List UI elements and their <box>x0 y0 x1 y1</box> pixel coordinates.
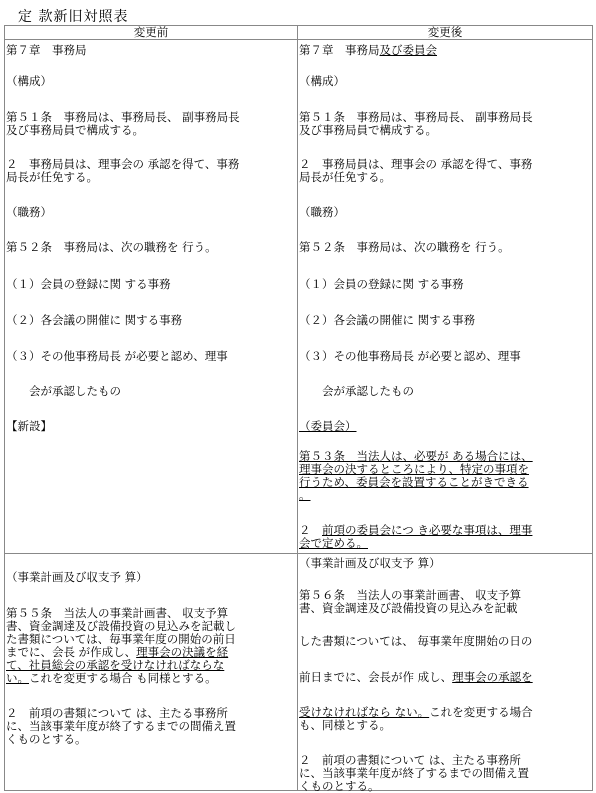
text-line: （３）その他事務局長 が必要と認め、理事 <box>6 349 228 363</box>
text-line: 第５５条 当法人の事業計画書、 収支予算 <box>6 606 229 620</box>
text-line: （事業計画及び収支予 算） <box>299 556 441 570</box>
amended-text: 理事会の決議を経 <box>136 645 229 659</box>
text-line: ２ 事務局員は、理事会の 承認を得て、事務 <box>299 157 533 171</box>
amended-text: い。 <box>6 671 29 685</box>
text-line: 局長が任免する。 <box>6 170 98 184</box>
comparison-table <box>4 25 593 791</box>
text-line: ２ 前項の書類について は、主たる事務所 <box>299 753 521 767</box>
text-line: した書類については、 毎事業年度開始の日の <box>299 634 533 648</box>
text-line: （構成） <box>299 74 345 88</box>
text-line: までに、会長 が作成し、理事会の決議を経 <box>6 645 229 659</box>
amended-text: 及び委員会 <box>379 43 437 57</box>
text-line: 受けなければなら ない。これを変更する場合 <box>299 705 533 719</box>
text-line: 会が承認したもの <box>299 384 414 398</box>
text-line: も、同様とする。 <box>299 718 391 732</box>
amended-text: （委員会） <box>299 419 357 433</box>
text-line: 前日までに、会長が作 成し、理事会の承認を <box>299 670 533 684</box>
text-line <box>299 489 591 502</box>
amended-text: 。 <box>299 488 311 502</box>
text-line: （３）その他事務局長 が必要と認め、理事 <box>299 349 521 363</box>
page-title: 定 款新旧対照表 <box>18 9 129 25</box>
amended-text: 理事会の承認を <box>452 670 533 684</box>
amended-text: 理事会の決するところにより、特定の事項を <box>299 462 529 476</box>
text-line: ２ 事務局員は、理事会の 承認を得て、事務 <box>6 157 240 171</box>
text-line: 第７章 事務局及び委員会 <box>299 43 437 57</box>
amended-text: 前項の委員会につ き必要な事項は、理事 <box>322 523 533 537</box>
text-line: 第５１条 事務局は、事務局長、 副事務局長 <box>299 110 533 124</box>
text-line: に、当該事業年度が終了するまでの間備え置 <box>6 719 236 733</box>
text-line: 及び事務局員で構成する。 <box>299 123 437 137</box>
text-line: 会が承認したもの <box>6 384 121 398</box>
text-line: 及び事務局員で構成する。 <box>6 123 144 137</box>
text-line: くものとする。 <box>299 779 380 793</box>
amended-text: 受けなければなら ない。 <box>299 705 430 719</box>
text-line: た書類については、毎事業年度の開始の前日 <box>6 632 236 646</box>
text-line: 第５１条 事務局は、事務局長、 副事務局長 <box>6 110 240 124</box>
row1-after-cell <box>298 40 593 554</box>
text-line: くものとする。 <box>6 732 87 746</box>
header-after: 変更後 <box>298 26 593 40</box>
text-line: （構成） <box>6 74 52 88</box>
amended-text: 会で定める。 <box>299 536 368 550</box>
amended-text: 行うため、委員会を設置することがきできる <box>299 475 529 489</box>
text-line: （１）会員の登録に関 する事務 <box>299 277 464 291</box>
text-line: 書、資金調達及び設備投資の見込みを記載 <box>299 601 518 615</box>
text-line: 【新設】 <box>6 419 52 433</box>
text-line <box>299 537 591 550</box>
text-line: に、当該事業年度が終了するまでの間備え置 <box>299 766 529 780</box>
text-line: （２）各会議の開催に 関する事務 <box>6 313 183 327</box>
text-line: （職務） <box>6 205 52 219</box>
text-line: い。これを変更する場合 も同様とする。 <box>6 671 217 685</box>
amended-text: 第５３条 当法人は、必要が ある場合には、 <box>299 449 533 463</box>
text-line: ２ 前項の委員会につ き必要な事項は、理事 <box>299 523 533 537</box>
row1-before-cell <box>5 40 298 554</box>
text-line: 第５２条 事務局は、次の職務を 行う。 <box>6 240 217 254</box>
text-line: ２ 前項の書類について は、主たる事務所 <box>6 706 228 720</box>
text-line: 局長が任免する。 <box>299 170 391 184</box>
text-line <box>299 476 591 489</box>
amended-text: て、社員総会の承認を受けなければならな <box>6 658 225 672</box>
text-line: 第５６条 当法人の事業計画書、 収支予算 <box>299 588 522 602</box>
header-before: 変更前 <box>5 26 298 40</box>
text-line: 第７章 事務局 <box>6 43 87 57</box>
text-line: （２）各会議の開催に 関する事務 <box>299 313 476 327</box>
text-line: 第５２条 事務局は、次の職務を 行う。 <box>299 240 510 254</box>
row2-after-cell <box>298 554 593 791</box>
text-line: （１）会員の登録に関 する事務 <box>6 277 171 291</box>
text-line: （事業計画及び収支予 算） <box>6 570 148 584</box>
row2-before-cell <box>5 554 298 791</box>
text-line: 書、資金調達及び設備投資の見込みを記載し <box>6 619 236 633</box>
text-line: （職務） <box>299 205 345 219</box>
text-line <box>299 420 591 433</box>
